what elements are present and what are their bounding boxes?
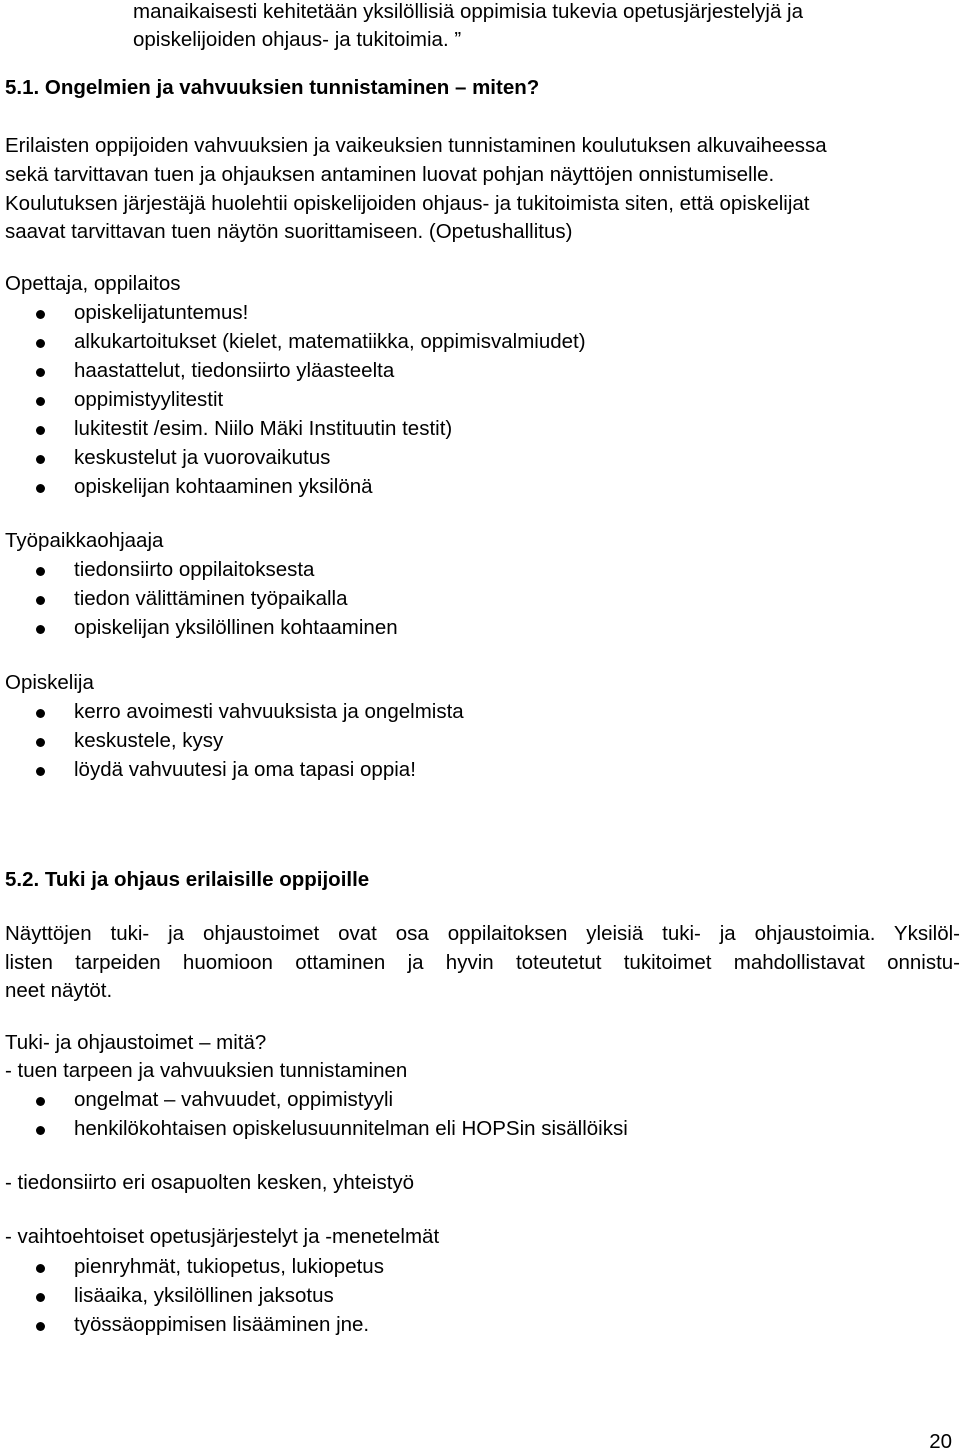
bullet-icon: [36, 310, 45, 319]
list-item: opiskelijatuntemus!: [74, 301, 249, 324]
list-item: lukitestit /esim. Niilo Mäki Instituutin testit): [74, 417, 453, 440]
block-label: - tiedonsiirto eri osapuolten kesken, yhteistyö: [5, 1171, 415, 1194]
list-item: henkilökohtaisen opiskelusuunnitelman eli HOPSin sisällöiksi: [74, 1117, 628, 1140]
block-label: - vaihtoehtoiset opetusjärjestelyt ja -menetelmät: [5, 1225, 440, 1248]
page-number: 20: [929, 1430, 952, 1453]
paragraph-line: Koulutuksen järjestäjä huolehtii opiskelijoiden ohjaus- ja tukitoimista siten, että opiskelijat: [5, 192, 810, 215]
list-item: keskustelut ja vuorovaikutus: [74, 446, 331, 469]
subheading: Tuki- ja ohjaustoimet – mitä?: [5, 1031, 267, 1054]
list-item: alkukartoitukset (kielet, matematiikka, oppimisvalmiudet): [74, 330, 586, 353]
paragraph-line: sekä tarvittavan tuen ja ohjauksen antaminen luovat pohjan näyttöjen onnistumiselle.: [5, 163, 775, 186]
intro-line-2: opiskelijoiden ohjaus- ja tukitoimia. ”: [133, 28, 462, 51]
list-item: tiedon välittäminen työpaikalla: [74, 587, 348, 610]
bullet-icon: [36, 596, 45, 605]
group-title-tyopaikkaohjaaja: Työpaikkaohjaaja: [5, 529, 164, 552]
bullet-icon: [36, 1264, 45, 1273]
bullet-icon: [36, 455, 45, 464]
bullet-icon: [36, 709, 45, 718]
bullet-icon: [36, 1126, 45, 1135]
list-item: opiskelijan yksilöllinen kohtaaminen: [74, 616, 398, 639]
group-title-opiskelija: Opiskelija: [5, 671, 94, 694]
list-item: löydä vahvuutesi ja oma tapasi oppia!: [74, 758, 416, 781]
bullet-icon: [36, 625, 45, 634]
section-5-2-heading: 5.2. Tuki ja ohjaus erilaisille oppijoille: [5, 868, 370, 891]
list-item: opiskelijan kohtaaminen yksilönä: [74, 475, 373, 498]
list-item: oppimistyylitestit: [74, 388, 224, 411]
bullet-icon: [36, 1097, 45, 1106]
list-item: ongelmat – vahvuudet, oppimistyyli: [74, 1088, 394, 1111]
bullet-icon: [36, 368, 45, 377]
list-item: työssäoppimisen lisääminen jne.: [74, 1313, 370, 1336]
paragraph-line: neet näytöt.: [5, 979, 113, 1002]
bullet-icon: [36, 426, 45, 435]
list-item: tiedonsiirto oppilaitoksesta: [74, 558, 315, 581]
bullet-icon: [36, 1322, 45, 1331]
bullet-icon: [36, 484, 45, 493]
intro-line-1: manaikaisesti kehitetään yksilöllisiä oppimisia tukevia opetusjärjestelyjä ja: [133, 0, 803, 23]
paragraph-line: listen tarpeiden huomioon ottaminen ja hyvin toteutetut tukitoimet mahdollistavat onnistu-: [5, 951, 960, 974]
bullet-icon: [36, 767, 45, 776]
bullet-icon: [36, 567, 45, 576]
group-title-opettaja: Opettaja, oppilaitos: [5, 272, 181, 295]
list-item: haastattelut, tiedonsiirto yläasteelta: [74, 359, 395, 382]
section-5-1-heading: 5.1. Ongelmien ja vahvuuksien tunnistaminen – miten?: [5, 76, 540, 99]
paragraph-line: Näyttöjen tuki- ja ohjaustoimet ovat osa oppilaitoksen yleisiä tuki- ja ohjaustoimia. Yksilöl-: [5, 922, 960, 945]
list-item: keskustele, kysy: [74, 729, 224, 752]
bullet-icon: [36, 339, 45, 348]
bullet-icon: [36, 397, 45, 406]
block-label: - tuen tarpeen ja vahvuuksien tunnistaminen: [5, 1059, 408, 1082]
list-item: lisäaika, yksilöllinen jaksotus: [74, 1284, 334, 1307]
bullet-icon: [36, 738, 45, 747]
bullet-icon: [36, 1293, 45, 1302]
paragraph-line: Erilaisten oppijoiden vahvuuksien ja vaikeuksien tunnistaminen koulutuksen alkuvaiheessa: [5, 134, 827, 157]
list-item: kerro avoimesti vahvuuksista ja ongelmista: [74, 700, 464, 723]
paragraph-line: saavat tarvittavan tuen näytön suorittamiseen. (Opetushallitus): [5, 220, 573, 243]
list-item: pienryhmät, tukiopetus, lukiopetus: [74, 1255, 384, 1278]
